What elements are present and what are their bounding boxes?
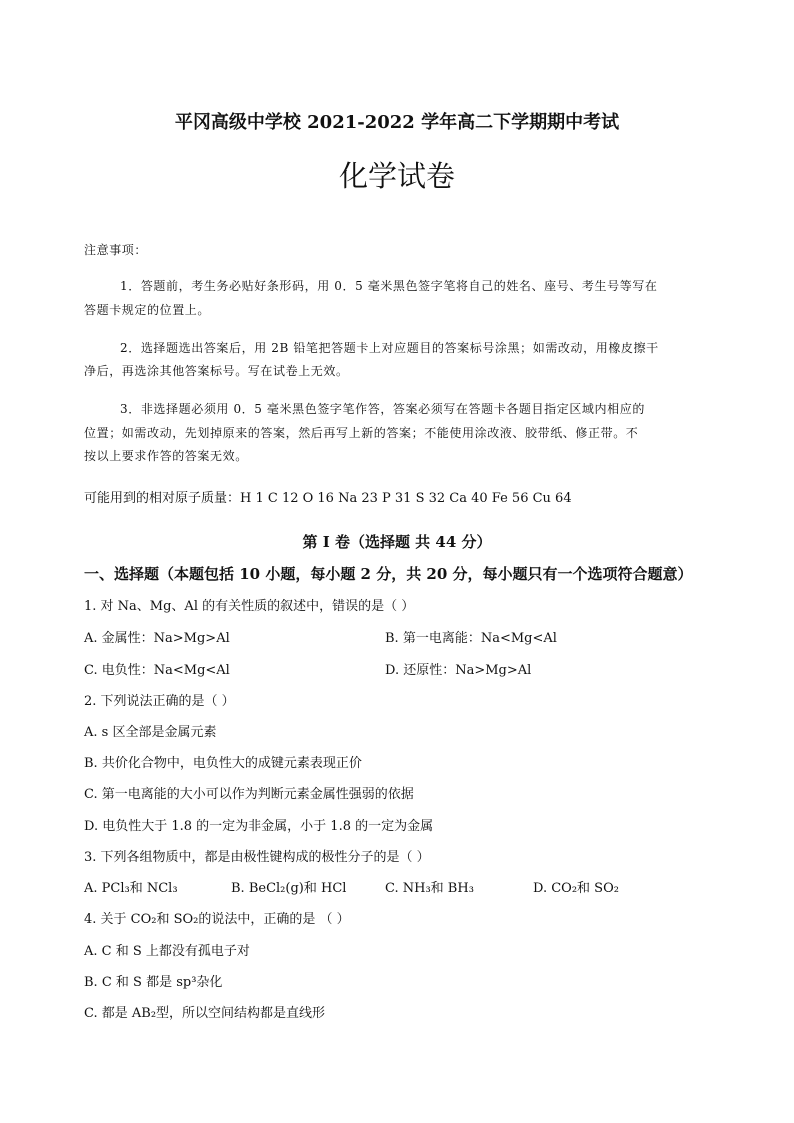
q4-option-c: C. 都是 AB₂型，所以空间结构都是直线形: [84, 1006, 326, 1021]
q3-option-c: C. NH₃和 BH₃: [385, 881, 474, 896]
q1-option-a: A. 金属性：Na>Mg>Al: [84, 631, 230, 646]
notice-item-2-line-1: 2．选择题选出答案后，用 2B 铅笔把答题卡上对应题目的答案标号涂黑；如需改动，用橡皮擦干: [120, 341, 659, 355]
part-title: 第 I 卷（选择题 共 44 分）: [302, 533, 492, 551]
q3-option-d: D. CO₂和 SO₂: [533, 881, 619, 896]
atomic-masses: 可能用到的相对原子质量：H 1 C 12 O 16 Na 23 P 31 S 32 Ca 40 Fe 56 Cu 64: [84, 491, 572, 506]
q1-stem: 1. 对 Na、Mg、Al 的有关性质的叙述中，错误的是（ ）: [84, 599, 415, 614]
q2-option-b: B. 共价化合物中，电负性大的成键元素表现正价: [84, 756, 362, 771]
section-title: 一、选择题（本题包括 10 小题，每小题 2 分，共 20 分，每小题只有一个选项符合题意）: [84, 565, 693, 583]
notice-item-1-line-1: 1．答题前，考生务必贴好条形码，用 0．5 毫米黑色签字笔将自己的姓名、座号、考生号等写在: [120, 279, 658, 293]
q2-option-a: A. s 区全部是金属元素: [84, 725, 217, 740]
q2-stem: 2. 下列说法正确的是（ ）: [84, 694, 235, 709]
notice-item-3-line-1: 3．非选择题必须用 0．5 毫米黑色签字笔作答，答案必须写在答题卡各题目指定区域内相应的: [120, 402, 645, 416]
q2-option-c: C. 第一电离能的大小可以作为判断元素金属性强弱的依据: [84, 787, 414, 802]
exam-title: 平冈高级中学校 2021-2022 学年高二下学期期中考试: [174, 112, 620, 133]
q1-option-b: B. 第一电离能：Na<Mg<Al: [385, 631, 557, 646]
q4-option-a: A. C 和 S 上都没有孤电子对: [84, 944, 250, 959]
q1-option-c: C. 电负性：Na<Mg<Al: [84, 663, 230, 678]
notice-item-2-line-2: 净后，再选涂其他答案标号。写在试卷上无效。: [84, 364, 349, 378]
q4-option-b: B. C 和 S 都是 sp³杂化: [84, 975, 223, 990]
notice-item-3-line-3: 按以上要求作答的答案无效。: [84, 449, 248, 463]
q3-option-a: A. PCl₃和 NCl₃: [84, 881, 178, 896]
exam-subtitle: 化学试卷: [338, 159, 455, 193]
q3-stem: 3. 下列各组物质中，都是由极性键构成的极性分子的是（ ）: [84, 850, 430, 865]
q4-stem: 4. 关于 CO₂和 SO₂的说法中，正确的是 （ ）: [84, 912, 350, 927]
q1-option-d: D. 还原性：Na>Mg>Al: [385, 663, 532, 678]
notice-heading: 注意事项：: [84, 243, 148, 257]
notice-item-3-line-2: 位置；如需改动，先划掉原来的答案，然后再写上新的答案；不能使用涂改液、胶带纸、修正带。不: [84, 426, 639, 440]
q3-option-b: B. BeCl₂(g)和 HCl: [231, 881, 347, 896]
notice-item-1-line-2: 答题卡规定的位置上。: [84, 303, 211, 317]
q2-option-d: D. 电负性大于 1.8 的一定为非金属，小于 1.8 的一定为金属: [84, 819, 434, 834]
